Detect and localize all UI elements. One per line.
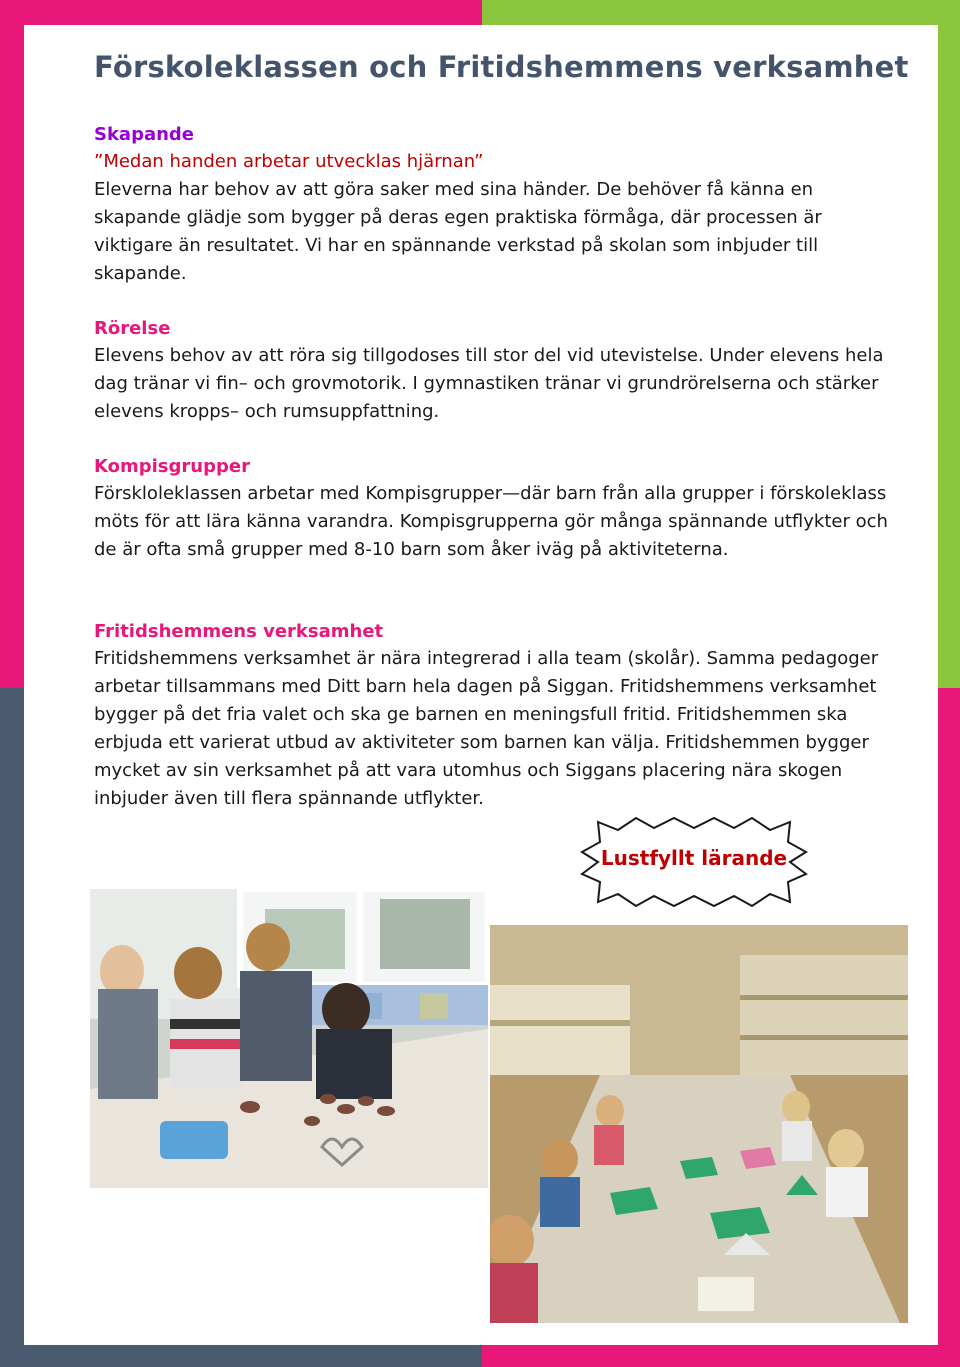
section-quote: ”Medan handen arbetar utvecklas hjärnan” xyxy=(94,151,484,172)
frame-bottom-pink xyxy=(482,1345,960,1367)
section-fritidshem xyxy=(94,618,894,813)
frame-top-green xyxy=(482,0,960,25)
section-text: Fritidshemmens verksamhet är nära integrerad i alla team (skolår). Samma pedagoger arbetar tillsammans med Ditt barn hela dagen på Siggan. Fritidshemmens verksamhet bygger på det fria valet och ska ge barnen en meningsfull fritid. Fritidshemmen ska erbjuda ett varierat utbud av aktiviteter som barnen kan välja. Fritidshemmen bygger mycket av sin verksamhet på att vara utomhus och Siggans placering nära skogen inbjuder även till flera spännande utflykter. xyxy=(94,648,879,809)
section-heading: Rörelse xyxy=(94,318,171,339)
section-text: Elevens behov av att röra sig tillgodoses till stor del vid utevistelse. Under elevens hela dag tränar vi fin– och grovmotorik. I gymnastiken tränar vi grundrörelserna och stärker elevens kropps– och rumsuppfattning. xyxy=(94,345,884,422)
section-kompisgrupper xyxy=(94,453,894,564)
page-title: Förskoleklassen och Fritidshemmens verksamhet xyxy=(94,50,909,84)
frame-top-pink xyxy=(0,0,482,25)
section-heading: Skapande xyxy=(94,124,195,145)
section-text: Eleverna har behov av att göra saker med sina händer. De behöver få känna en skapande glädje som bygger på deras egen praktiska förmåga, där processen är viktigare än resultatet. Vi har en spännande verkstad på skolan som inbjuder till skapande. xyxy=(94,179,822,284)
badge-label: Lustfyllt lärande xyxy=(600,846,788,870)
section-heading: Fritidshemmens verksamhet xyxy=(94,621,384,642)
frame-left-slate xyxy=(0,688,24,1367)
frame-bottom-slate xyxy=(0,1345,482,1367)
frame-right-pink xyxy=(938,688,960,1367)
section-text: Förskloleklassen arbetar med Kompisgrupper—där barn från alla grupper i förskoleklass möts för att lära känna varandra. Kompisgrupperna gör många spännande utflykter och de är ofta små grupper med 8-10 barn som åker iväg på aktiviteterna. xyxy=(94,483,888,560)
section-heading: Kompisgrupper xyxy=(94,456,250,477)
section-rorelse xyxy=(94,315,894,426)
section-skapande xyxy=(94,121,894,288)
frame-right-green xyxy=(938,0,960,688)
children-baking-photo xyxy=(90,889,488,1188)
children-drawing-photo xyxy=(490,925,908,1323)
frame-left-pink xyxy=(0,0,24,688)
